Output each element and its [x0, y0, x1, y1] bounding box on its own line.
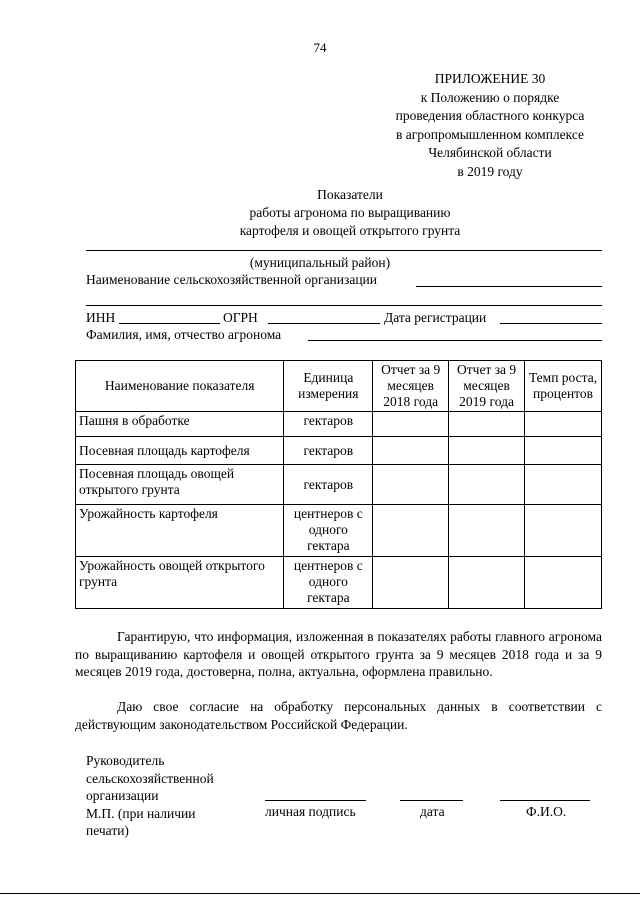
appendix-header — [370, 70, 610, 181]
header-report-2019: Отчет за 9 месяцев 2019 года — [449, 361, 525, 412]
registration-date-label: Дата регистрации — [384, 310, 487, 325]
appendix-title: ПРИЛОЖЕНИЕ 30 — [434, 71, 546, 86]
row-report-2019-cell[interactable] — [449, 412, 525, 437]
agronomist-name-label: Фамилия, имя, отчество агронома — [86, 327, 282, 342]
page-bottom-edge — [0, 893, 640, 894]
row-unit: гектаров — [284, 465, 373, 505]
guarantee-paragraph: Гарантирую, что информация, изложенная в показателях работы главного агронома по выращиванию картофеля и овощей открытого грунта за 9 месяцев 2018 года и за 9 месяцев 2019 года, достоверна, полна, актуальна, оформлена правильно. — [75, 629, 602, 679]
table-row — [76, 465, 602, 505]
row-indicator-name: Посевная площадь овощей открытого грунта — [76, 465, 284, 505]
indicators-table — [75, 360, 602, 609]
title-line: Показатели — [317, 187, 383, 202]
row-indicator-name: Посевная площадь картофеля — [76, 437, 284, 465]
row-report-2018-cell[interactable] — [373, 465, 449, 505]
table-row — [76, 412, 602, 437]
appendix-line: проведения областного конкурса — [395, 108, 585, 123]
header-growth-rate: Темп роста, процентов — [525, 361, 602, 412]
agronomist-name-field[interactable] — [308, 340, 602, 341]
row-growth-rate-cell[interactable] — [525, 505, 602, 557]
row-unit: центнеров с одного гектара — [284, 505, 373, 557]
stamp-label: печати) — [86, 823, 129, 838]
consent-paragraph: Даю свое согласие на обработку персональных данных в соответствии с действующим законодательством Российской Федерации. — [75, 699, 602, 732]
row-indicator-name: Урожайность овощей открытого грунта — [76, 557, 284, 609]
appendix-line: в 2019 году — [457, 163, 523, 179]
row-unit: гектаров — [284, 437, 373, 465]
title-line: работы агронома по выращиванию — [249, 205, 451, 220]
ogrn-field[interactable] — [268, 323, 380, 324]
signatory-line: сельскохозяйственной — [86, 770, 214, 786]
row-indicator-name: Пашня в обработке — [76, 412, 284, 437]
row-report-2019-cell[interactable] — [449, 557, 525, 609]
row-growth-rate-cell[interactable] — [525, 437, 602, 465]
date-field[interactable] — [400, 800, 463, 801]
full-name-field[interactable] — [500, 800, 590, 801]
table-row — [76, 437, 602, 465]
row-growth-rate-cell[interactable] — [525, 557, 602, 609]
row-report-2019-cell[interactable] — [449, 437, 525, 465]
full-name-label: Ф.И.О. — [526, 804, 567, 819]
organization-name-field[interactable] — [416, 286, 602, 287]
table-row — [76, 505, 602, 557]
organization-name-label: Наименование сельскохозяйственной организации — [86, 272, 378, 287]
document-title — [150, 186, 550, 240]
row-report-2018-cell[interactable] — [373, 437, 449, 465]
row-unit: центнеров с одного гектара — [284, 557, 373, 609]
date-label: дата — [420, 804, 445, 819]
stamp-label: М.П. (при наличии — [86, 805, 196, 821]
municipal-district-label: (муниципальный район) — [249, 255, 391, 270]
row-report-2019-cell[interactable] — [449, 465, 525, 505]
row-report-2018-cell[interactable] — [373, 412, 449, 437]
signatory-line: организации — [86, 788, 159, 803]
page-number: 74 — [313, 40, 327, 55]
row-growth-rate-cell[interactable] — [525, 465, 602, 505]
row-report-2018-cell[interactable] — [373, 557, 449, 609]
row-report-2019-cell[interactable] — [449, 505, 525, 557]
row-report-2018-cell[interactable] — [373, 505, 449, 557]
ogrn-label: ОГРН — [223, 310, 258, 325]
header-report-2018: Отчет за 9 месяцев 2018 года — [373, 361, 449, 412]
title-line: картофеля и овощей открытого грунта — [239, 223, 461, 238]
registration-date-field[interactable] — [500, 323, 602, 324]
inn-field[interactable] — [119, 323, 220, 324]
header-indicator-name: Наименование показателя — [76, 361, 284, 412]
appendix-line: Челябинской области — [428, 145, 552, 160]
table-row — [76, 557, 602, 609]
header-unit: Единица измерения — [284, 361, 373, 412]
row-indicator-name: Урожайность картофеля — [76, 505, 284, 557]
municipal-district-line[interactable] — [86, 250, 602, 251]
signatory-block — [86, 752, 214, 840]
organization-name-field-continued[interactable] — [86, 305, 602, 306]
signature-field[interactable] — [265, 800, 366, 801]
inn-label: ИНН — [86, 310, 116, 325]
row-unit: гектаров — [284, 412, 373, 437]
appendix-line: в агропромышленном комплексе — [395, 126, 585, 142]
signatory-line: Руководитель — [86, 753, 165, 768]
row-growth-rate-cell[interactable] — [525, 412, 602, 437]
table-header-row — [76, 361, 602, 412]
personal-signature-label: личная подпись — [265, 804, 356, 819]
appendix-line: к Положению о порядке — [420, 89, 560, 105]
